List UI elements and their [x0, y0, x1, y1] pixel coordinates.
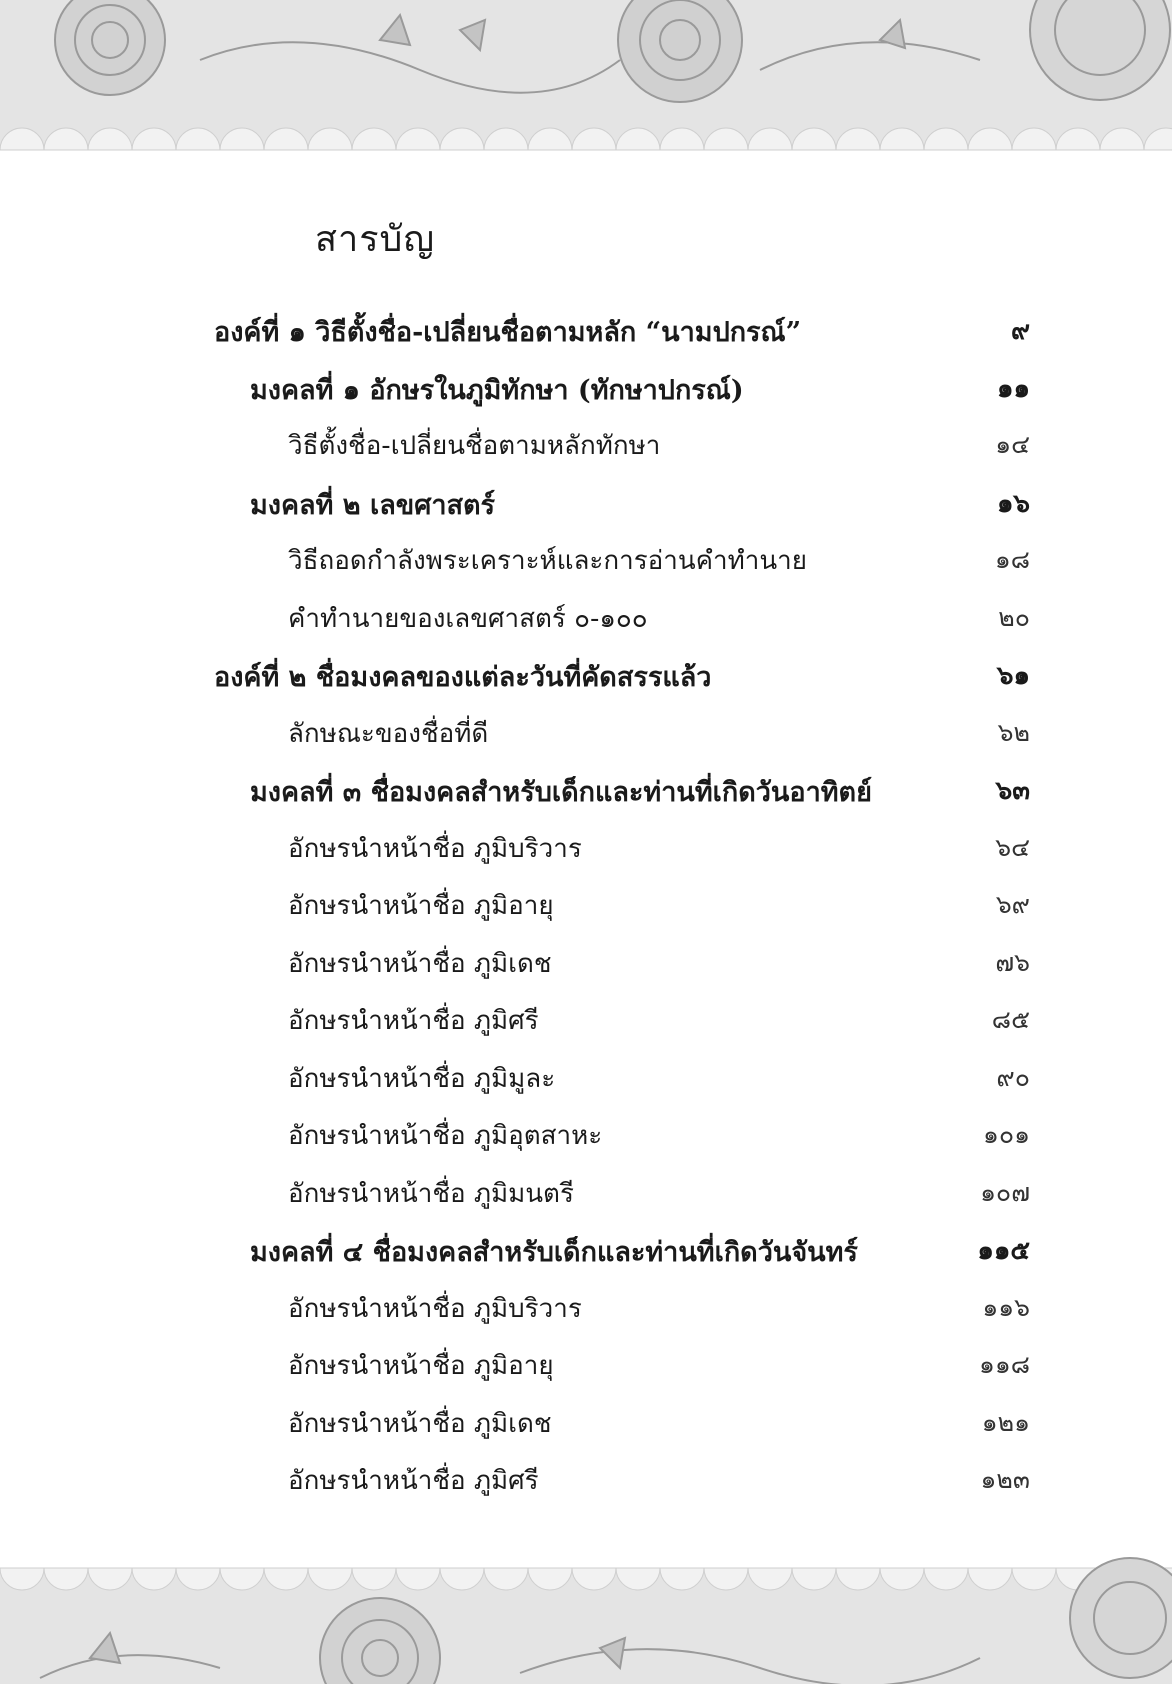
top-floral-border [0, 0, 1172, 165]
toc-entry-page-number: ๑๐๗ [980, 1177, 1030, 1207]
page-title: สารบัญ [315, 219, 436, 260]
toc-entry-label: อักษรนำหน้าชื่อ ภูมิบริวาร [288, 1293, 582, 1324]
toc-entry [0, 1107, 1172, 1163]
toc-entry-page-number: ๖๔ [995, 832, 1030, 862]
toc-entry [0, 590, 1172, 646]
toc-entry-page-number: ๖๓ [995, 776, 1030, 806]
toc-entry [0, 1050, 1172, 1106]
rose-decoration-icon [0, 1548, 1172, 1684]
toc-entry-page-number: ๑๒๑ [981, 1407, 1030, 1437]
toc-entry-page-number: ๗๖ [995, 947, 1030, 977]
toc-entry-page-number: ๙ [1010, 316, 1030, 346]
toc-entry [0, 475, 1172, 531]
toc-entry-label: อักษรนำหน้าชื่อ ภูมิมนตรี [288, 1178, 574, 1209]
toc-entry-page-number: ๖๒ [997, 717, 1030, 747]
toc-entry [0, 762, 1172, 818]
toc-entry-label: วิธีถอดกำลังพระเคราะห์และการอ่านคำทำนาย [288, 546, 807, 576]
toc-entry-page-number: ๖๑ [996, 661, 1030, 691]
toc-entry-page-number: ๘๕ [991, 1005, 1030, 1034]
toc-entry-label: คำทำนายของเลขศาสตร์ ๐-๑๐๐ [288, 603, 648, 634]
toc-entry [0, 935, 1172, 991]
rose-decoration-icon [0, 0, 1172, 165]
toc-entry-label: องค์ที่ ๒ ชื่อมงคลของแต่ละวันที่คัดสรรแล้ว [214, 662, 712, 693]
toc-entry [0, 1452, 1172, 1508]
toc-entry [0, 1165, 1172, 1221]
toc-entry-page-number: ๑๒๓ [980, 1465, 1030, 1494]
toc-entry [0, 360, 1172, 416]
toc-entry-page-number: ๑๑๘ [978, 1350, 1030, 1379]
toc-entry-label: อักษรนำหน้าชื่อ ภูมิเดช [288, 948, 552, 979]
toc-entry-label: มงคลที่ ๒ เลขศาสตร์ [250, 489, 496, 521]
toc-entry [0, 877, 1172, 933]
toc-entry [0, 1337, 1172, 1393]
toc-entry-label: อักษรนำหน้าชื่อ ภูมิศรี [288, 1006, 539, 1036]
toc-entry-label: อักษรนำหน้าชื่อ ภูมิเดช [288, 1408, 552, 1439]
toc-entry-label: วิธีตั้งชื่อ-เปลี่ยนชื่อตามหลักทักษา [288, 431, 661, 461]
bottom-floral-border [0, 1548, 1172, 1684]
toc-entry [0, 992, 1172, 1048]
toc-entry-page-number: ๖๙ [995, 890, 1030, 919]
toc-entry [0, 417, 1172, 473]
toc-entry-label: มงคลที่ ๓ ชื่อมงคลสำหรับเด็กและท่านที่เกิดวันอาทิตย์ [250, 777, 872, 808]
toc-entry [0, 647, 1172, 703]
toc-entry-page-number: ๑๖ [996, 488, 1030, 519]
toc-entry [0, 1280, 1172, 1336]
toc-entry [0, 705, 1172, 761]
toc-entry-label: มงคลที่ ๔ ชื่อมงคลสำหรับเด็กและท่านที่เกิดวันจันทร์ [250, 1237, 858, 1268]
toc-entry [0, 532, 1172, 588]
toc-entry [0, 1395, 1172, 1451]
toc-entry-label: อักษรนำหน้าชื่อ ภูมิอายุ [288, 891, 554, 921]
toc-entry-label: ลักษณะของชื่อที่ดี [288, 718, 489, 749]
toc-entry-page-number: ๙๐ [996, 1062, 1030, 1092]
toc-entry-label: อักษรนำหน้าชื่อ ภูมิบริวาร [288, 833, 582, 864]
toc-entry [0, 1222, 1172, 1278]
toc-entry-page-number: ๑๐๑ [983, 1120, 1030, 1149]
toc-entry-label: อักษรนำหน้าชื่อ ภูมิอุตสาหะ [288, 1121, 603, 1151]
toc-entry-label: องค์ที่ ๑ วิธีตั้งชื่อ-เปลี่ยนชื่อตามหลัก “นามปกรณ์” [214, 317, 802, 348]
toc-entry-page-number: ๑๑๖ [982, 1292, 1030, 1322]
toc-entry-label: มงคลที่ ๑ อักษรในภูมิทักษา (ทักษาปกรณ์) [250, 374, 744, 406]
toc-entry-page-number: ๑๑ [996, 373, 1030, 404]
toc-entry-label: อักษรนำหน้าชื่อ ภูมิอายุ [288, 1351, 554, 1381]
toc-entry [0, 302, 1172, 358]
toc-entry-label: อักษรนำหน้าชื่อ ภูมิมูละ [288, 1063, 556, 1094]
toc-entry-page-number: ๑๑๕ [977, 1236, 1030, 1266]
toc-entry-page-number: ๑๔ [995, 430, 1030, 459]
toc-entry [0, 820, 1172, 876]
toc-entry-label: อักษรนำหน้าชื่อ ภูมิศรี [288, 1466, 539, 1496]
toc-entry-page-number: ๒๐ [998, 602, 1030, 632]
toc-entry-page-number: ๑๘ [994, 545, 1030, 574]
